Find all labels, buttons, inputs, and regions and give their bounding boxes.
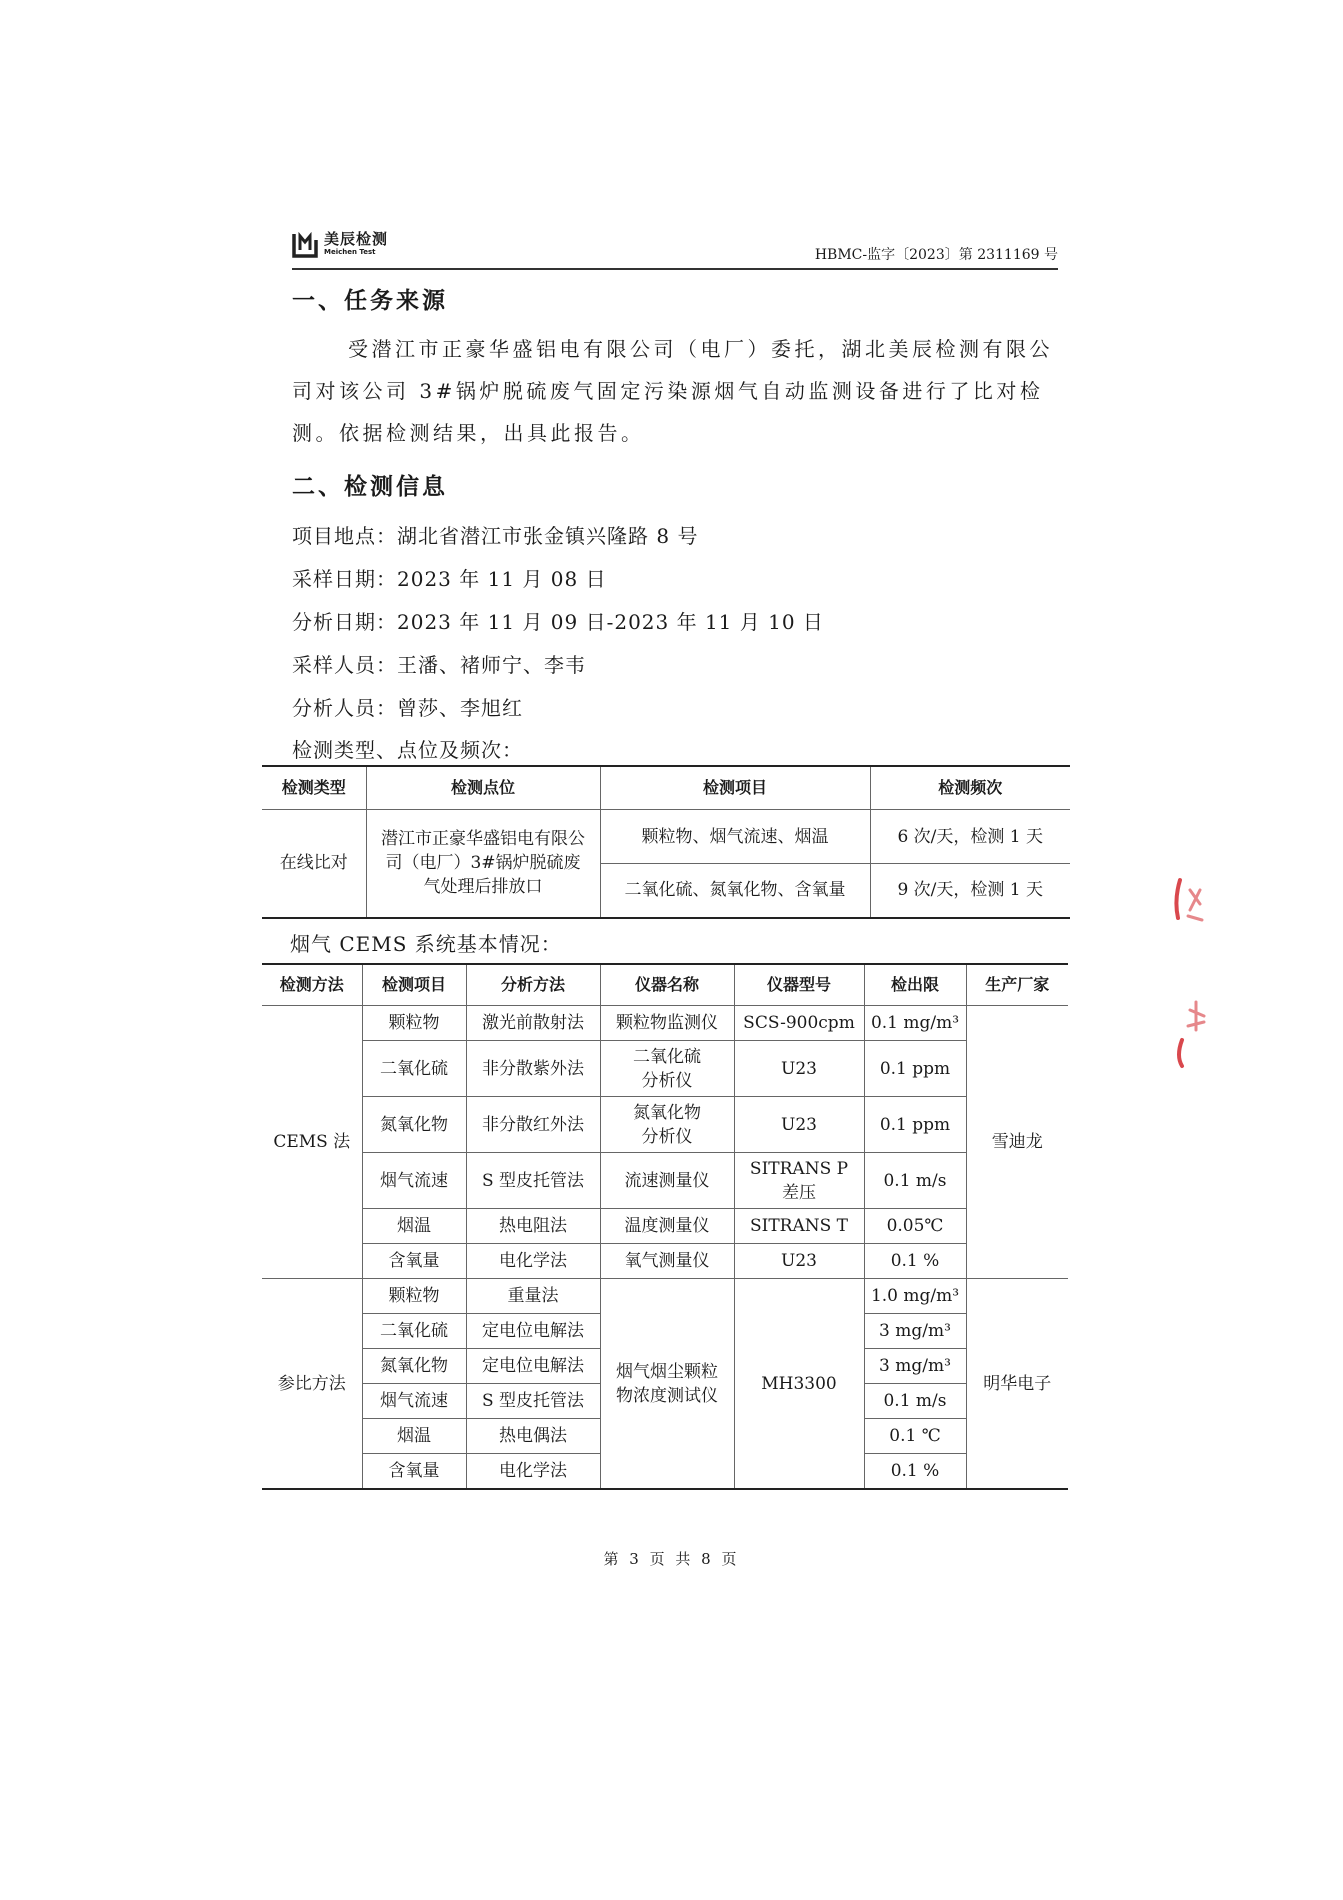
analysis-cell: S 型皮托管法 — [466, 1153, 600, 1209]
instrument-cell: 颗粒物监测仪 — [600, 1006, 734, 1041]
logo-icon — [292, 230, 318, 258]
logo-cn-text: 美辰检测 — [324, 230, 389, 248]
limit-cell: 0.1 % — [864, 1244, 966, 1279]
info-sampling-date: 采样日期：2023 年 11 月 08 日 — [292, 567, 607, 591]
table-header: 分析方法 — [466, 964, 600, 1006]
limit-cell: 0.1 ℃ — [864, 1419, 966, 1454]
page-header — [292, 228, 1058, 270]
model-cell: SITRANS T — [734, 1209, 864, 1244]
table-row — [262, 1209, 1068, 1244]
analysis-cell: 定电位电解法 — [466, 1349, 600, 1384]
table-header: 仪器名称 — [600, 964, 734, 1006]
limit-cell: 0.1 ppm — [864, 1097, 966, 1153]
instrument-cell: 流速测量仪 — [600, 1153, 734, 1209]
item-cell: 二氧化硫 — [362, 1314, 466, 1349]
limit-cell: 0.1 mg/m³ — [864, 1006, 966, 1041]
table-header: 检测项目 — [362, 964, 466, 1006]
limit-cell: 0.05℃ — [864, 1209, 966, 1244]
page-footer: 第 3 页 共 8 页 — [603, 1550, 740, 1568]
item-cell: 二氧化硫 — [362, 1041, 466, 1097]
analysis-cell: 热电阻法 — [466, 1209, 600, 1244]
model-cell: MH3300 — [734, 1279, 864, 1490]
section1-text: 受潜江市正豪华盛铝电有限公司（电厂）委托，湖北美辰检测有限公司对该公司 3#锅炉脱硫废气固定污染源烟气自动监测设备进行了比对检测。依据检测结果，出具此报告。 — [292, 337, 1053, 445]
item-cell: 烟气流速 — [362, 1153, 466, 1209]
limit-cell: 1.0 mg/m³ — [864, 1279, 966, 1314]
info-analysis-date: 分析日期：2023 年 11 月 09 日-2023 年 11 月 10 日 — [292, 610, 824, 634]
detection-freq-cell: 6 次/天，检测 1 天 — [870, 810, 1070, 864]
item-cell: 颗粒物 — [362, 1006, 466, 1041]
info-samplers: 采样人员：王潘、褚师宁、李韦 — [292, 653, 586, 677]
table-header: 检测方法 — [262, 964, 362, 1006]
table-header: 仪器型号 — [734, 964, 864, 1006]
analysis-cell: 电化学法 — [466, 1244, 600, 1279]
detection-item-cell: 颗粒物、烟气流速、烟温 — [600, 810, 870, 864]
instrument-cell: 烟气烟尘颗粒物浓度测试仪 — [600, 1279, 734, 1490]
item-cell: 烟气流速 — [362, 1384, 466, 1419]
method-cell: CEMS 法 — [262, 1006, 362, 1279]
cems-info-table — [262, 963, 1068, 1490]
table-row — [262, 1041, 1068, 1097]
limit-cell: 3 mg/m³ — [864, 1349, 966, 1384]
seal-stamp-icon — [1170, 870, 1210, 1070]
analysis-cell: 非分散红外法 — [466, 1097, 600, 1153]
analysis-cell: 非分散紫外法 — [466, 1041, 600, 1097]
limit-cell: 0.1 m/s — [864, 1153, 966, 1209]
table-header: 检测项目 — [600, 766, 870, 810]
table-row — [262, 1279, 1068, 1314]
detection-plan-table — [262, 765, 1070, 919]
limit-cell: 0.1 % — [864, 1454, 966, 1490]
maker-cell: 雪迪龙 — [966, 1006, 1068, 1279]
table-header: 检测点位 — [366, 766, 600, 810]
table-header: 检测类型 — [262, 766, 366, 810]
item-cell: 烟温 — [362, 1419, 466, 1454]
info-location: 项目地点：湖北省潜江市张金镇兴隆路 8 号 — [292, 524, 699, 548]
table-header: 检出限 — [864, 964, 966, 1006]
section2-title: 二、检测信息 — [292, 474, 448, 500]
limit-cell: 3 mg/m³ — [864, 1314, 966, 1349]
table-row — [262, 1153, 1068, 1209]
instrument-cell: 二氧化硫分析仪 — [600, 1041, 734, 1097]
detection-freq-cell: 9 次/天，检测 1 天 — [870, 864, 1070, 918]
logo-en-text: Meichen Test — [324, 248, 376, 256]
model-cell: U23 — [734, 1097, 864, 1153]
analysis-cell: 热电偶法 — [466, 1419, 600, 1454]
instrument-cell: 氧气测量仪 — [600, 1244, 734, 1279]
table-row — [262, 1244, 1068, 1279]
instrument-cell: 温度测量仪 — [600, 1209, 734, 1244]
info-analysts: 分析人员：曾莎、李旭红 — [292, 696, 523, 720]
detection-point-cell: 潜江市正豪华盛铝电有限公司（电厂）3#锅炉脱硫废气处理后排放口 — [366, 810, 600, 918]
detection-type-cell: 在线比对 — [262, 810, 366, 918]
table-row — [262, 1006, 1068, 1041]
limit-cell: 0.1 ppm — [864, 1041, 966, 1097]
item-cell: 含氧量 — [362, 1454, 466, 1490]
item-cell: 颗粒物 — [362, 1279, 466, 1314]
limit-cell: 0.1 m/s — [864, 1384, 966, 1419]
analysis-cell: 定电位电解法 — [466, 1314, 600, 1349]
item-cell: 氮氧化物 — [362, 1349, 466, 1384]
instrument-cell: 氮氧化物分析仪 — [600, 1097, 734, 1153]
info-table1-caption: 检测类型、点位及频次： — [292, 738, 523, 762]
table-header: 检测频次 — [870, 766, 1070, 810]
company-logo — [292, 230, 388, 258]
section1-title: 一、任务来源 — [292, 288, 448, 314]
detection-item-cell: 二氧化硫、氮氧化物、含氧量 — [600, 864, 870, 918]
report-number: HBMC-监字〔2023〕第 2311169 号 — [814, 247, 1058, 263]
section1-paragraph — [292, 328, 1058, 454]
method-cell: 参比方法 — [262, 1279, 362, 1490]
model-cell: U23 — [734, 1244, 864, 1279]
item-cell: 氮氧化物 — [362, 1097, 466, 1153]
maker-cell: 明华电子 — [966, 1279, 1068, 1490]
table2-title: 烟气 CEMS 系统基本情况： — [290, 932, 562, 956]
table-row — [262, 1097, 1068, 1153]
analysis-cell: 激光前散射法 — [466, 1006, 600, 1041]
table-header: 生产厂家 — [966, 964, 1068, 1006]
item-cell: 含氧量 — [362, 1244, 466, 1279]
model-cell: SCS-900cpm — [734, 1006, 864, 1041]
analysis-cell: 重量法 — [466, 1279, 600, 1314]
item-cell: 烟温 — [362, 1209, 466, 1244]
model-cell: SITRANS P 差压 — [734, 1153, 864, 1209]
analysis-cell: 电化学法 — [466, 1454, 600, 1490]
model-cell: U23 — [734, 1041, 864, 1097]
analysis-cell: S 型皮托管法 — [466, 1384, 600, 1419]
